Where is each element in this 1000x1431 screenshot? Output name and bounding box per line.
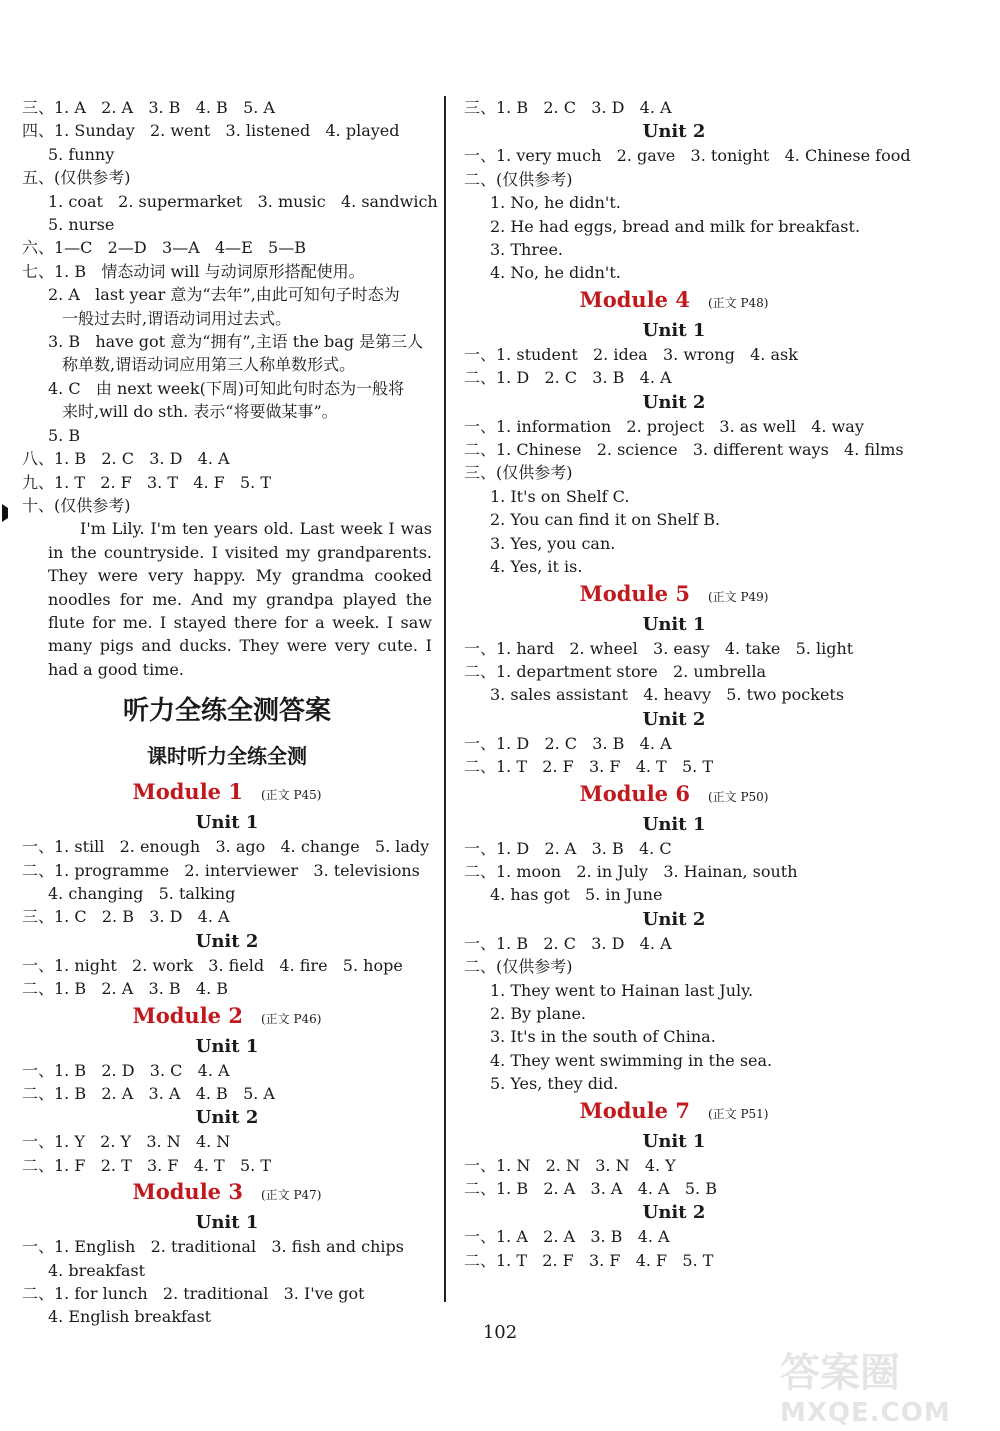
answer-line: 二、1. T 2. F 3. F 4. F 5. T (464, 1250, 714, 1270)
answer-line: 二、1. B 2. A 3. A 4. A 5. B (464, 1179, 717, 1198)
section-subtitle: 课时听力全练全测 (147, 744, 307, 769)
unit-heading: Unit 2 (642, 121, 706, 143)
answer-line: 4. changing 5. talking (48, 883, 236, 903)
module-page-ref: (正文 P47) (260, 1188, 322, 1203)
left-column (22, 96, 438, 1329)
answer-line: 3. B have got 意为“拥有”,主语 the bag 是第三人 (48, 332, 424, 352)
answer-line: 5. nurse (48, 215, 115, 235)
answer-line: 一、1. English 2. traditional 3. fish and chips (22, 1237, 404, 1257)
answer-line: 二、1. B 2. A 3. B 4. B (22, 979, 229, 999)
watermark (780, 1341, 980, 1428)
answer-line: 六、1—C 2—D 3—A 4—E 5—B (22, 238, 306, 258)
unit-heading: Unit 2 (642, 708, 706, 730)
module-heading (22, 1001, 432, 1034)
answer-line: 二、1. Chinese 2. science 3. different ways 4. films (464, 440, 904, 460)
unit-heading: Unit 1 (195, 812, 259, 834)
answer-line: 3. Three. (490, 240, 563, 260)
section-title: 听力全练全测答案 (122, 696, 331, 727)
answer-line: 一、1. N 2. N 3. N 4. Y (464, 1155, 676, 1175)
margin-marker-icon (0, 502, 10, 524)
answer-line: 一、1. D 2. C 3. B 4. A (464, 733, 672, 753)
answer-line: 1. No, he didn't. (490, 193, 621, 213)
answer-line: 一、1. Y 2. Y 3. N 4. N (22, 1132, 231, 1152)
module-page-ref: (正文 P51) (707, 1106, 769, 1121)
unit-heading: Unit 2 (642, 908, 706, 930)
module-page-ref: (正文 P46) (260, 1011, 322, 1026)
module-title: Module 2 (132, 1002, 243, 1028)
answer-line: 一、1. information 2. project 3. as well 4. way (464, 416, 864, 436)
unit-heading: Unit 2 (642, 391, 706, 413)
watermark-title: 答案圈 (780, 1350, 900, 1396)
answer-line: 称单数,谓语动词应用第三人称单数形式。 (62, 355, 356, 375)
module-title: Module 5 (579, 580, 690, 606)
essay-paragraph: I'm Lily. I'm ten years old. Last week I was in the countryside. I visited my grandparents. They were very happy. My grandma cooked noodles for me. And my grandpa played the flute for me. I stayed there for a week. I saw many pigs and ducks. They were very cute. I had a good time. (48, 519, 432, 679)
answer-line: 二、1. D 2. C 3. B 4. A (464, 368, 672, 388)
answer-line: 二、(仅供参考) (464, 957, 573, 977)
answer-line: 八、1. B 2. C 3. D 4. A (22, 449, 230, 469)
answer-line: 二、1. for lunch 2. traditional 3. I've got (22, 1284, 365, 1304)
module-page-ref: (正文 P45) (260, 788, 322, 803)
module-page-ref: (正文 P50) (707, 789, 769, 804)
answer-line: 二、1. B 2. A 3. A 4. B 5. A (22, 1084, 275, 1103)
answer-line: 二、1. T 2. F 3. F 4. T 5. T (464, 757, 714, 777)
module-title: Module 4 (579, 286, 690, 312)
unit-heading: Unit 1 (195, 1035, 259, 1057)
answer-line: 5. funny (48, 144, 115, 164)
page-number: 102 (482, 1322, 518, 1343)
answer-line: 二、(仅供参考) (464, 169, 573, 189)
answer-line: 2. He had eggs, bread and milk for breakfast. (490, 216, 861, 236)
answer-line: 二、1. moon 2. in July 3. Hainan, south (464, 861, 798, 881)
answer-line: 一般过去时,谓语动词用过去式。 (62, 308, 292, 328)
module-title: Module 1 (132, 779, 243, 805)
answer-line: 2. You can find it on Shelf B. (490, 510, 721, 530)
answer-line: 三、1. C 2. B 3. D 4. A (22, 907, 230, 927)
answer-line: 1. It's on Shelf C. (490, 486, 630, 506)
answer-line: 一、1. night 2. work 3. field 4. fire 5. hope (22, 955, 403, 975)
watermark-url: MXQE.COM (780, 1398, 951, 1428)
unit-heading: Unit 1 (195, 1212, 259, 1234)
module-title: Module 6 (579, 780, 690, 806)
answer-line: 5. B (48, 425, 81, 445)
answer-line: 十、(仅供参考) (22, 495, 131, 515)
answer-line: 来时,will do sth. 表示“将要做某事”。 (62, 402, 338, 422)
unit-heading: Unit 1 (642, 813, 706, 835)
answer-line: 2. By plane. (490, 1003, 586, 1023)
answer-line: 4. breakfast (48, 1260, 146, 1280)
answer-line: 一、1. very much 2. gave 3. tonight 4. Chinese food (464, 146, 911, 166)
answer-line: 一、1. A 2. A 3. B 4. A (464, 1227, 670, 1247)
answer-line: 3. Yes, you can. (490, 533, 616, 553)
answer-line: 4. No, he didn't. (490, 263, 621, 283)
module-title: Module 3 (132, 1179, 243, 1205)
module-page-ref: (正文 P49) (707, 589, 769, 604)
answer-line: 一、1. student 2. idea 3. wrong 4. ask (464, 344, 798, 364)
answer-line: 4. C 由 next week(下周)可知此句时态为一般将 (48, 378, 405, 398)
answer-line: 1. They went to Hainan last July. (490, 980, 754, 1000)
answer-line: 一、1. D 2. A 3. B 4. C (464, 838, 672, 858)
answer-line: 4. They went swimming in the sea. (490, 1050, 773, 1070)
module-heading (22, 1177, 432, 1210)
answer-line: 3. sales assistant 4. heavy 5. two pockets (490, 685, 845, 705)
answer-line: 五、(仅供参考) (22, 168, 131, 188)
module-heading (464, 579, 884, 612)
answer-line: 九、1. T 2. F 3. T 4. F 5. T (22, 472, 272, 492)
right-column (464, 96, 911, 1272)
module-heading (22, 777, 432, 810)
module-heading (464, 779, 884, 812)
answer-line: 一、1. B 2. D 3. C 4. A (22, 1060, 230, 1080)
answer-line: 2. A last year 意为“去年”,由此可知句子时态为 (48, 285, 400, 305)
answer-line: 四、1. Sunday 2. went 3. listened 4. played (22, 121, 400, 141)
answer-line: 一、1. hard 2. wheel 3. easy 4. take 5. light (464, 638, 854, 658)
answer-line: 二、1. F 2. T 3. F 4. T 5. T (22, 1155, 272, 1175)
answer-line: 5. Yes, they did. (490, 1074, 619, 1094)
column-divider (444, 96, 446, 1302)
unit-heading: Unit 1 (642, 1130, 706, 1152)
answer-line: 一、1. B 2. C 3. D 4. A (464, 933, 672, 953)
module-page-ref: (正文 P48) (707, 295, 769, 310)
answer-line: 4. has got 5. in June (490, 885, 663, 905)
unit-heading: Unit 2 (195, 1107, 259, 1129)
answer-line: 三、1. A 2. A 3. B 4. B 5. A (22, 98, 275, 117)
module-title: Module 7 (579, 1097, 690, 1123)
answer-line: 二、1. programme 2. interviewer 3. televisions (22, 860, 420, 880)
answer-line: 一、1. still 2. enough 3. ago 4. change 5. lady (22, 837, 430, 857)
answer-line: 4. Yes, it is. (490, 557, 583, 577)
answer-line: 七、1. B 情态动词 will 与动词原形搭配使用。 (22, 261, 365, 281)
unit-heading: Unit 2 (642, 1202, 706, 1224)
module-heading (464, 1096, 884, 1129)
answer-line: 三、1. B 2. C 3. D 4. A (464, 98, 672, 117)
answer-line: 3. It's in the south of China. (490, 1027, 716, 1047)
module-heading (464, 285, 884, 318)
answer-line: 1. coat 2. supermarket 3. music 4. sandwich (48, 191, 438, 211)
unit-heading: Unit 1 (642, 613, 706, 635)
answer-line: 4. English breakfast (48, 1307, 212, 1327)
unit-heading: Unit 1 (642, 319, 706, 341)
unit-heading: Unit 2 (195, 930, 259, 952)
answer-line: 二、1. department store 2. umbrella (464, 661, 766, 681)
answer-line: 三、(仅供参考) (464, 463, 573, 483)
